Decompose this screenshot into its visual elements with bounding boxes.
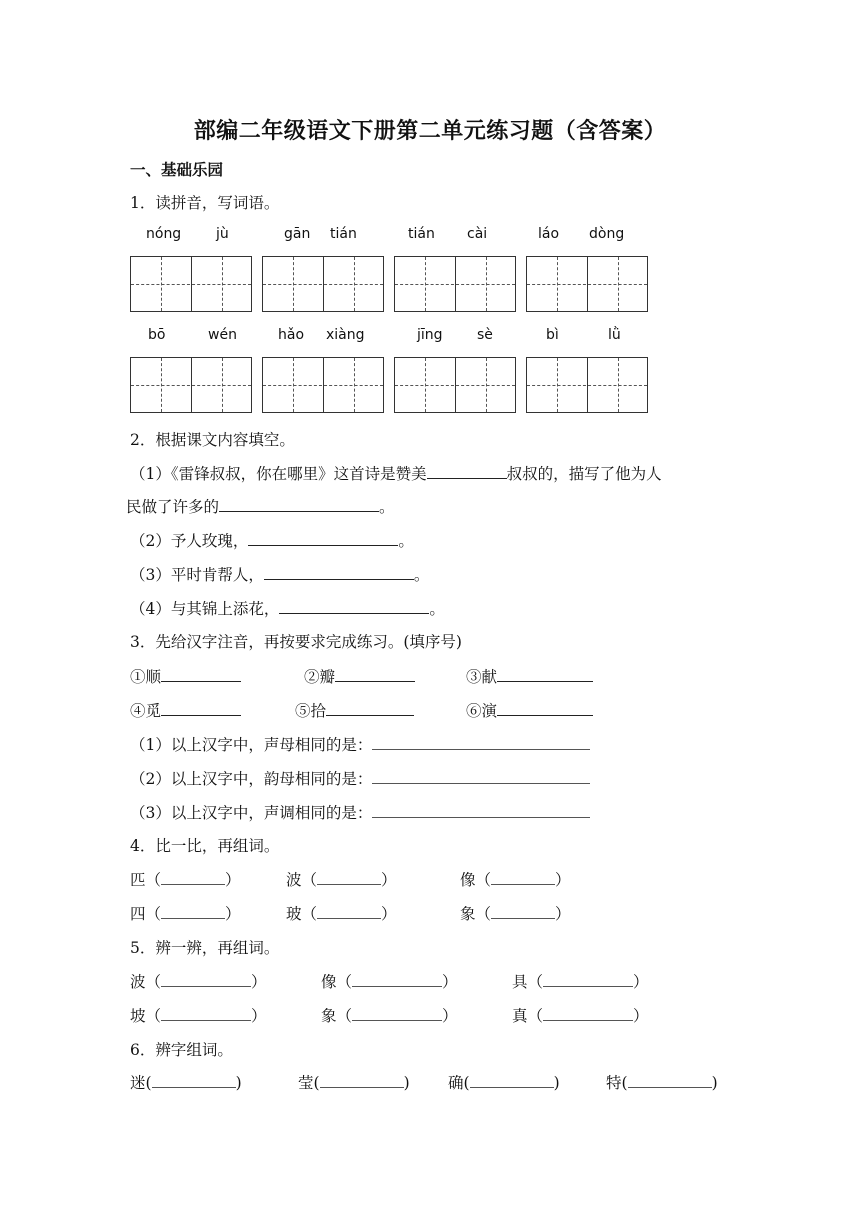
q2-prompt: 2．根据课文内容填空。 xyxy=(130,431,295,449)
section-heading-basics: 一、基础乐园 xyxy=(130,160,224,179)
answer-blank[interactable] xyxy=(317,870,381,885)
q2-line-2 xyxy=(126,495,395,517)
q3-sub-2: （2）以上汉字中，韵母相同的是： xyxy=(130,767,590,789)
q5-item: 具（ ） xyxy=(512,973,649,991)
q5-item: 像（ ） xyxy=(321,973,458,991)
writing-box[interactable] xyxy=(262,357,384,413)
pinyin: sè xyxy=(477,327,493,343)
pinyin: gān xyxy=(284,226,311,242)
answer-blank[interactable] xyxy=(470,1073,554,1088)
answer-blank[interactable] xyxy=(372,769,590,784)
answer-blank[interactable] xyxy=(543,972,633,987)
q2-text: （2）予人玫瑰， xyxy=(130,532,249,550)
pinyin: jù xyxy=(216,226,229,242)
answer-blank[interactable] xyxy=(161,972,251,987)
q2-text: 。 xyxy=(413,566,430,584)
answer-blank[interactable] xyxy=(372,803,590,818)
q6-item: 特( ) xyxy=(606,1074,718,1092)
pinyin: jīng xyxy=(417,327,443,343)
pinyin: bì xyxy=(546,327,559,343)
q5-item: 象（ ） xyxy=(321,1007,458,1025)
answer-blank[interactable] xyxy=(491,870,555,885)
q2-text: 。 xyxy=(429,600,445,618)
answer-blank[interactable] xyxy=(543,1006,633,1021)
q2-text: （4）与其锦上添花， xyxy=(130,600,280,618)
answer-blank[interactable] xyxy=(352,1006,442,1021)
pinyin-blank[interactable] xyxy=(497,667,593,682)
q2-line-5 xyxy=(130,597,445,619)
q2-line-4 xyxy=(130,563,429,585)
q6-item: 莹( ) xyxy=(298,1074,410,1092)
pinyin: xiàng xyxy=(326,327,365,343)
pinyin: tián xyxy=(408,226,435,242)
pinyin-blank[interactable] xyxy=(335,667,415,682)
q2-text: 。 xyxy=(379,498,395,516)
q4-item: 匹（ ） xyxy=(130,871,241,889)
answer-blank[interactable] xyxy=(279,599,429,614)
pinyin: nóng xyxy=(146,226,182,242)
q3-char: ①顺 xyxy=(130,665,241,687)
pinyin: láo xyxy=(538,226,560,242)
writing-box[interactable] xyxy=(262,256,384,312)
q6-item: 确( ) xyxy=(448,1074,560,1092)
q4-item: 四（ ） xyxy=(130,905,241,923)
q2-text: 民做了许多的 xyxy=(126,498,220,516)
pinyin: tián xyxy=(330,226,357,242)
q2-text: 。 xyxy=(398,532,414,550)
answer-blank[interactable] xyxy=(264,565,414,580)
pinyin: bō xyxy=(148,327,166,343)
q3-char: ②瓣 xyxy=(304,665,415,687)
writing-box[interactable] xyxy=(394,256,516,312)
q5-item: 波（ ） xyxy=(130,973,267,991)
pinyin-blank[interactable] xyxy=(497,701,593,716)
answer-blank[interactable] xyxy=(372,735,590,750)
q5-item: 真（ ） xyxy=(512,1007,649,1025)
answer-blank[interactable] xyxy=(161,870,225,885)
answer-blank[interactable] xyxy=(628,1073,712,1088)
answer-blank[interactable] xyxy=(352,972,442,987)
q3-sub-3: （3）以上汉字中，声调相同的是： xyxy=(130,801,590,823)
answer-blank[interactable] xyxy=(427,464,507,479)
answer-blank[interactable] xyxy=(491,904,555,919)
q4-prompt: 4．比一比，再组词。 xyxy=(130,837,280,855)
q3-prompt: 3．先给汉字注音，再按要求完成练习。(填序号) xyxy=(130,633,462,651)
q3-char: ③献 xyxy=(466,665,593,687)
page-title: 部编二年级语文下册第二单元练习题（含答案） xyxy=(193,118,667,144)
pinyin-blank[interactable] xyxy=(326,701,414,716)
pinyin-row-1 xyxy=(130,226,670,246)
q5-item: 坡（ ） xyxy=(130,1007,267,1025)
answer-blank[interactable] xyxy=(248,531,398,546)
q5-prompt: 5．辨一辨，再组词。 xyxy=(130,939,280,957)
q6-item: 迷( ) xyxy=(130,1074,242,1092)
writing-box[interactable] xyxy=(394,357,516,413)
pinyin: lǜ xyxy=(608,327,621,343)
q2-text: （1）《雷锋叔叔，你在哪里》这首诗是赞美 xyxy=(130,465,427,483)
q4-item: 玻（ ） xyxy=(286,905,397,923)
answer-blank[interactable] xyxy=(320,1073,404,1088)
q2-text: 叔叔的，描写了他为人 xyxy=(506,465,662,483)
answer-blank[interactable] xyxy=(152,1073,236,1088)
pinyin-blank[interactable] xyxy=(161,701,241,716)
q3-char: ⑤拾 xyxy=(295,699,414,721)
q1-prompt: 1．读拼音，写词语。 xyxy=(130,194,280,212)
q3-char: ④觅 xyxy=(130,699,241,721)
q6-prompt: 6．辨字组词。 xyxy=(130,1041,233,1059)
q4-item: 波（ ） xyxy=(286,871,397,889)
pinyin: wén xyxy=(208,327,237,343)
q3-sub-1: （1）以上汉字中，声母相同的是： xyxy=(130,733,590,755)
writing-box[interactable] xyxy=(526,357,648,413)
pinyin: dòng xyxy=(589,226,625,242)
q3-char: ⑥演 xyxy=(466,699,593,721)
writing-box[interactable] xyxy=(526,256,648,312)
answer-blank[interactable] xyxy=(161,904,225,919)
q2-text: （3）平时肯帮人， xyxy=(130,566,264,584)
writing-box[interactable] xyxy=(130,357,252,413)
answer-blank[interactable] xyxy=(161,1006,251,1021)
pinyin: cài xyxy=(467,226,488,242)
q2-line-1 xyxy=(130,462,662,484)
answer-blank[interactable] xyxy=(317,904,381,919)
answer-blank[interactable] xyxy=(219,497,379,512)
writing-box[interactable] xyxy=(130,256,252,312)
pinyin-row-2 xyxy=(130,327,670,347)
q2-line-3 xyxy=(130,529,414,551)
q4-item: 像（ ） xyxy=(460,871,571,889)
pinyin-blank[interactable] xyxy=(161,667,241,682)
pinyin: hǎo xyxy=(278,327,305,343)
q4-item: 象（ ） xyxy=(460,905,571,923)
